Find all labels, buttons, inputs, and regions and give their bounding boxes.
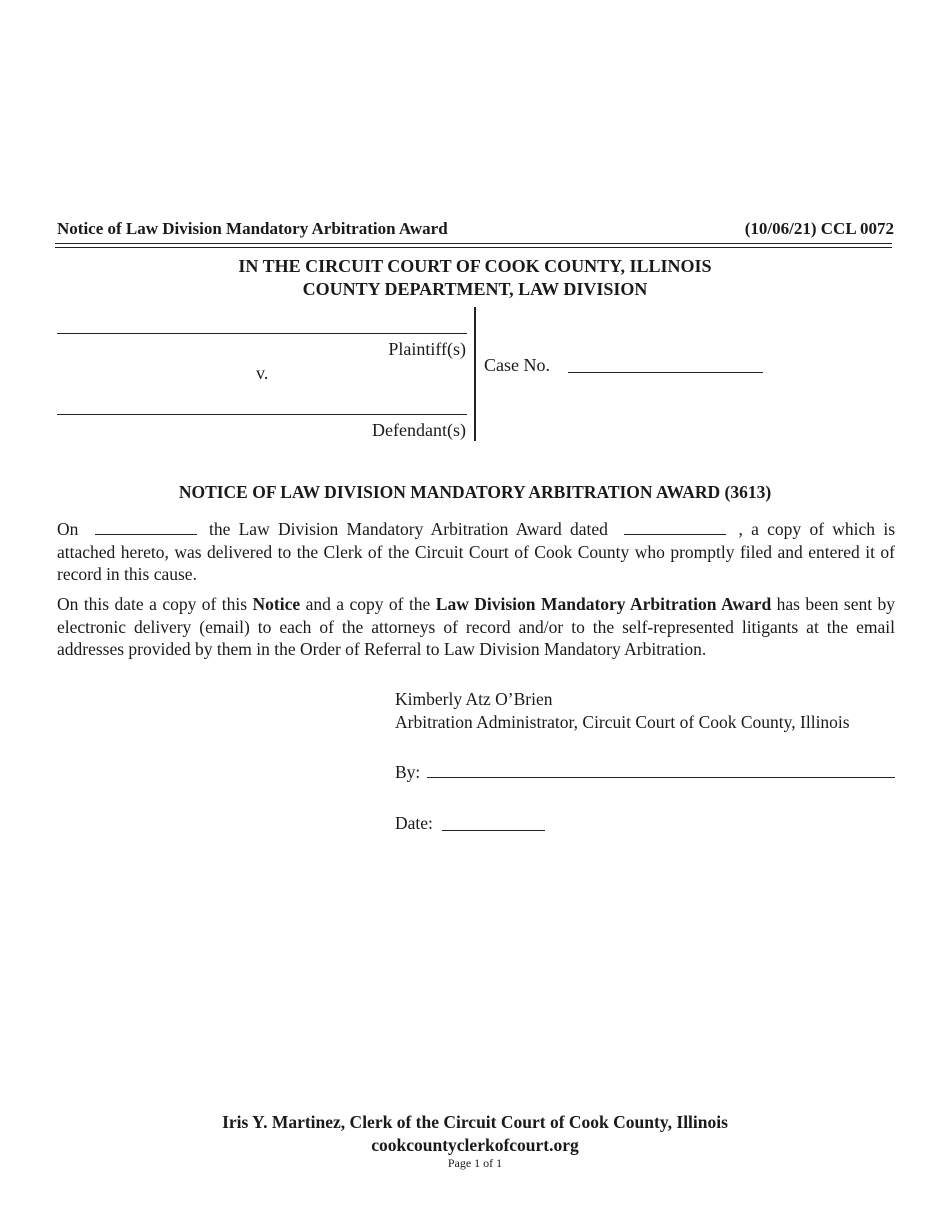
notice-title: NOTICE OF LAW DIVISION MANDATORY ARBITRATION AWARD (3613) — [178, 482, 772, 502]
case-number-field[interactable] — [568, 372, 763, 373]
notice-paragraph-2 — [57, 593, 895, 661]
notice-paragraph-1 — [57, 518, 895, 586]
administrator-name: Kimberly Atz O’Brien — [395, 689, 553, 709]
caption-divider — [474, 307, 476, 441]
case-number-label: Case No. — [484, 355, 550, 375]
p2-text-1: On this date a copy of this — [57, 594, 253, 614]
header-rule — [55, 243, 892, 244]
defendant-label: Defendant(s) — [372, 420, 466, 440]
signature-date-field[interactable] — [442, 830, 545, 831]
delivery-date-field[interactable] — [95, 519, 197, 535]
court-heading — [0, 255, 950, 301]
header-rule-secondary — [55, 247, 892, 248]
form-title: Notice of Law Division Mandatory Arbitration Award — [57, 219, 448, 238]
plaintiff-label: Plaintiff(s) — [388, 339, 466, 359]
signature-field[interactable] — [427, 777, 895, 778]
p1-text-rest: , a copy of which is attached hereto, was delivered to the Clerk of the Circuit Court of Cook County who promptly filed and entered it of record in this cause. — [57, 519, 896, 584]
page-number: Page 1 of 1 — [447, 1156, 503, 1170]
defendant-name-line[interactable] — [57, 414, 467, 415]
award-date-field[interactable] — [624, 519, 726, 535]
p2-text-2: and a copy of the — [300, 594, 436, 614]
clerk-footer: Iris Y. Martinez, Clerk of the Circuit Court of Cook County, Illinois — [222, 1112, 728, 1132]
form-code: (10/06/21) CCL 0072 — [744, 219, 894, 238]
p2-bold-award: Law Division Mandatory Arbitration Award — [435, 594, 772, 614]
by-label: By: — [395, 762, 421, 782]
p2-text-3: has been sent by electronic delivery (email) to each of the attorneys of record and/or to the self-represented litigants at the email addresses provided by them in the Order of Referral to Law Division Mandatory Arbitration. — [57, 594, 896, 659]
court-line-1: IN THE CIRCUIT COURT OF COOK COUNTY, ILLINOIS — [238, 256, 712, 276]
p2-bold-notice: Notice — [252, 594, 301, 614]
date-label: Date: — [395, 813, 433, 833]
clerk-website[interactable]: cookcountyclerkofcourt.org — [371, 1135, 579, 1155]
versus-label: v. — [256, 363, 269, 383]
p1-text-on: On — [57, 519, 79, 539]
p1-text-award-dated: the Law Division Mandatory Arbitration Award dated — [208, 519, 608, 539]
plaintiff-name-line[interactable] — [57, 333, 467, 334]
administrator-title: Arbitration Administrator, Circuit Court of Cook County, Illinois — [395, 712, 850, 732]
court-line-2: COUNTY DEPARTMENT, LAW DIVISION — [302, 279, 648, 299]
